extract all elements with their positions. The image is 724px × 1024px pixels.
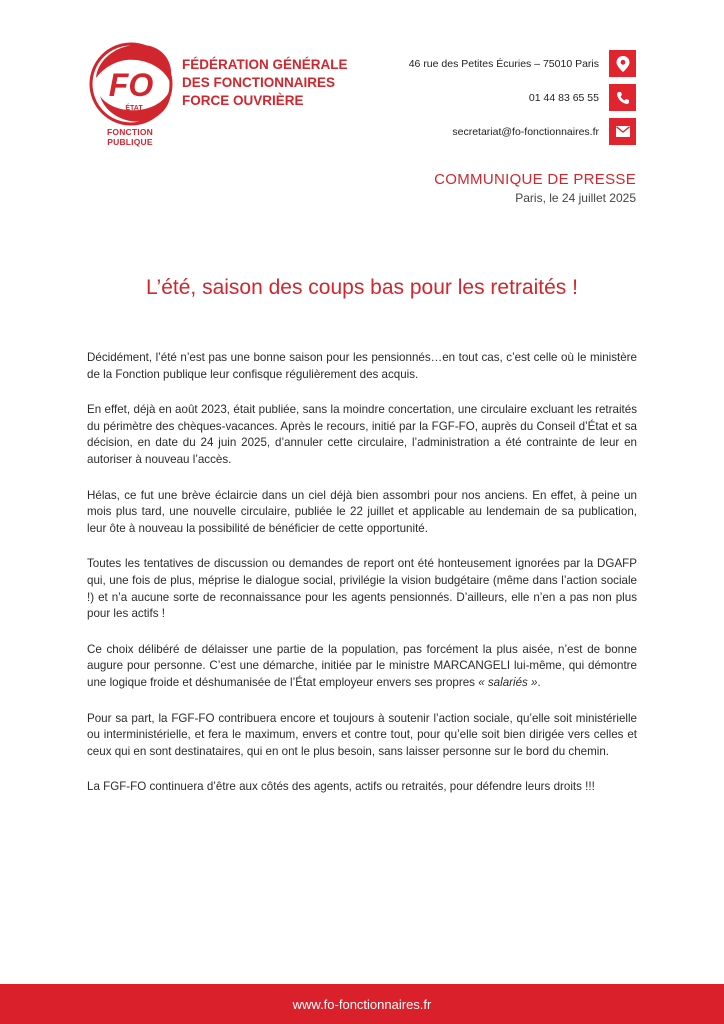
contact-phone-row (376, 84, 636, 111)
fo-logo-graphic (84, 38, 176, 130)
headline: L’été, saison des coups bas pour les retraités ! (146, 276, 578, 299)
press-date: Paris, le 24 juillet 2025 (515, 191, 636, 205)
paragraph-7: La FGF-FO continuera d’être aux côtés des agents, actifs ou retraités, pour défendre leurs droits !!! (87, 780, 595, 794)
org-name-line3: FORCE OUVRIÈRE (182, 93, 304, 108)
article-body (87, 350, 637, 815)
contact-phone[interactable]: 01 44 83 65 55 (528, 91, 599, 104)
paragraph-5 (87, 642, 637, 692)
logo-letters: FO (108, 67, 154, 103)
paragraph-3: Hélas, ce fut une brève éclaircie dans un ciel déjà bien assombri pour nos anciens. En effet, à peine un mois plus tard, une nouvelle circulaire, publiée le 22 juillet et applicable au lendemain de sa publication, leur ôte à nouveau la possibilité de bénéficier de cette opportunité. (87, 488, 637, 535)
mail-icon (609, 118, 636, 145)
paragraph-5-end: . (537, 675, 541, 689)
paragraph-1: Décidément, l’été n’est pas une bonne saison pour les pensionnés…en tout cas, c’est celle où le ministère de la Fonction publique leur confisque régulièrement des acquis. (87, 351, 637, 381)
paragraph-5-main: Ce choix délibéré de délaisser une partie de la population, pas forcément la plus aisée, n’est de bonne augure pour personne. C’est une démarche, initiée par le ministre MARCANGELI lui-même, qui démontre une logique froide et déshumanisée de l’État employeur envers ses propres (87, 642, 637, 689)
footer-website-link[interactable]: www.fo-fonctionnaires.fr (292, 996, 432, 1012)
paragraph-5-quote: « salariés » (478, 675, 538, 689)
paragraph-2: En effet, déjà en août 2023, était publiée, sans la moindre concertation, une circulaire excluant les retraités du périmètre des chèques-vacances. Après le recours, initié par la FGF-FO, auprès du Conseil d’État et sa décision, en date du 24 juin 2025, d’annuler cette circulaire, l’administration a été contrainte de leur en autoriser à nouveau l’accès. (87, 403, 637, 466)
organization-name (182, 56, 348, 110)
phone-icon (609, 84, 636, 111)
paragraph-6: Pour sa part, la FGF-FO contribuera encore et toujours à soutenir l’action sociale, qu’elle soit ministérielle ou interministérielle, et fera le maximum, envers et contre tout, pour qu’elle soit bien dirigée vers celles et ceux qui en sont destinataires, qui en ont le plus besoin, sans laisser personne sur le bord du chemin. (87, 711, 637, 758)
paragraph-4: Toutes les tentatives de discussion ou demandes de report ont été honteusement ignorées par la DGAFP qui, une fois de plus, méprise le dialogue social, privilégie la vision budgétaire (même dans l’action sociale !) et n’a aucune sorte de reconnaissance pour les agents pensionnés. D’ailleurs, elle n’en a pas non plus pour les actifs ! (87, 557, 637, 621)
footer-bar (0, 984, 724, 1024)
org-name-line2: DES FONCTIONNAIRES (182, 75, 336, 90)
fo-logo (84, 38, 176, 140)
org-name-line1: FÉDÉRATION GÉNÉRALE (182, 57, 348, 72)
contact-email[interactable]: secretariat@fo-fonctionnaires.fr (452, 125, 599, 138)
press-header (434, 171, 636, 205)
contact-block (376, 50, 636, 152)
logo-sub: ÉTAT (125, 105, 143, 112)
logo-caption: FONCTION PUBLIQUE (107, 127, 153, 147)
press-title: COMMUNIQUE DE PRESSE (434, 171, 636, 188)
contact-email-row (376, 118, 636, 145)
contact-address: 46 rue des Petites Écuries – 75010 Paris (408, 57, 599, 70)
map-pin-icon (609, 50, 636, 77)
contact-address-row (376, 50, 636, 77)
